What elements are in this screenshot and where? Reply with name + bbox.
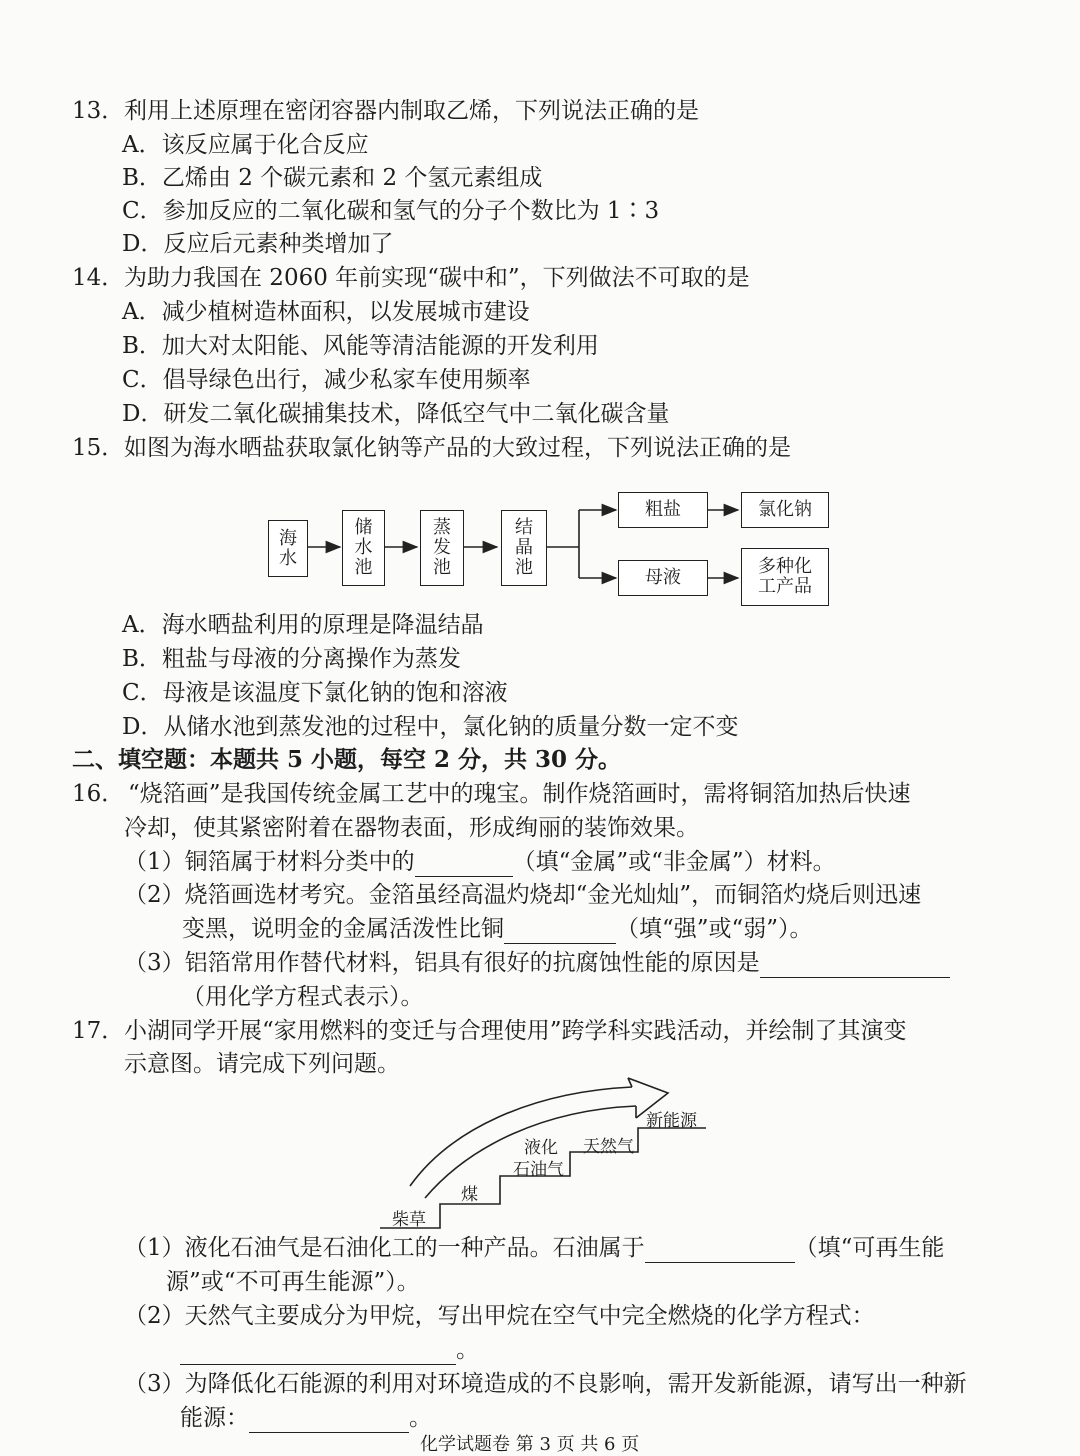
- q13-stem: 利用上述原理在密闭容器内制取乙烯，下列说法正确的是: [124, 98, 699, 124]
- q16-stem-line-2: 冷却，使其紧密附着在器物表面，形成绚丽的装饰效果。: [124, 815, 699, 841]
- q15-option-c: C．母液是该温度下氯化钠的饱和溶液: [122, 680, 508, 706]
- step-label-lpg-line-2: 石油气: [513, 1160, 564, 1180]
- q16-part-1: （1）铜箔属于材料分类中的 （填“金属”或“非金属”）材料。: [124, 849, 836, 875]
- step-label-natural-gas: 天然气: [583, 1137, 634, 1157]
- q16-part-2-line-1: （2）烧箔画选材考究。金箔虽经高温灼烧却“金光灿灿”，而铜箔灼烧后则迅速: [124, 882, 922, 908]
- q17-part-2-line-1: （2）天然气主要成分为甲烷，写出甲烷在空气中完全燃烧的化学方程式：: [124, 1303, 875, 1329]
- flow-box-chemical-products: 多种化工产品: [741, 548, 829, 606]
- q17-part-3-line-2: 能源： 。: [180, 1405, 432, 1431]
- q16-part-2-line-2: 变黑，说明金的金属活泼性比铜 （填“强”或“弱”）。: [182, 916, 813, 942]
- flow-box-sodium-chloride: 氯化钠: [741, 492, 829, 528]
- q16-part-3-line-2: （用化学方程式表示）。: [182, 984, 424, 1010]
- q13-option-c: C．参加反应的二氧化碳和氢气的分子个数比为 1∶3: [122, 198, 660, 224]
- q15-stem: 如图为海水晒盐获取氯化钠等产品的大致过程，下列说法正确的是: [124, 435, 791, 461]
- q15-number: 15．: [72, 435, 125, 461]
- q17-number: 17．: [72, 1018, 125, 1044]
- flow-box-mother-liquor: 母液: [618, 560, 708, 596]
- flow-box-evaporation-pool: 蒸发池: [420, 510, 464, 586]
- q13-number: 13．: [72, 98, 125, 124]
- section-2-heading: 二、填空题：本题共 5 小题，每空 2 分，共 30 分。: [72, 746, 622, 773]
- flow-box-storage-pool: 储水池: [342, 510, 385, 586]
- q14-stem: 为助力我国在 2060 年前实现“碳中和”，下列做法不可取的是: [124, 265, 750, 291]
- q13-option-b: B．乙烯由 2 个碳元素和 2 个氢元素组成: [122, 165, 543, 191]
- q15-option-d: D．从储水池到蒸发池的过程中，氯化钠的质量分数一定不变: [122, 714, 739, 740]
- q16-number: 16．: [72, 781, 125, 807]
- q17-part-2-line-2: 。: [180, 1335, 479, 1365]
- flow-box-crystallization-pool: 结晶池: [501, 510, 547, 586]
- q15-option-b: B．粗盐与母液的分离操作为蒸发: [122, 646, 461, 672]
- q14-option-b: B．加大对太阳能、风能等清洁能源的开发利用: [122, 333, 599, 359]
- q16-stem-1: “烧箔画”是我国传统金属工艺中的瑰宝。制作烧箔画时，需将铜箔加热后快速: [128, 781, 911, 807]
- q17-blank-2[interactable]: [180, 1342, 456, 1365]
- q17-stem-1: 小湖同学开展“家用燃料的变迁与合理使用”跨学科实践活动，并绘制了其演变: [124, 1018, 907, 1044]
- flow-box-crude-salt: 粗盐: [618, 492, 708, 528]
- q17-part-1-line-1: （1）液化石油气是石油化工的一种产品。石油属于 （填“可再生能: [124, 1235, 945, 1261]
- q17-blank-1[interactable]: [645, 1240, 795, 1263]
- page-footer: 化学试题卷 第 3 页 共 6 页: [420, 1434, 640, 1455]
- q14-option-a: A．减少植树造林面积，以发展城市建设: [122, 299, 530, 325]
- step-label-straw: 柴草: [392, 1210, 426, 1230]
- step-label-new-energy: 新能源: [646, 1111, 697, 1131]
- q13-option-d: D．反应后元素种类增加了: [122, 231, 394, 257]
- q17-part-3-line-1: （3）为降低化石能源的利用对环境造成的不良影响，需开发新能源，请写出一种新: [124, 1371, 967, 1397]
- q15-option-a: A．海水晒盐利用的原理是降温结晶: [122, 612, 484, 638]
- q13-option-a: A．该反应属于化合反应: [122, 132, 369, 158]
- step-label-coal: 煤: [461, 1185, 478, 1205]
- q14-option-c: C．倡导绿色出行，减少私家车使用频率: [122, 367, 531, 393]
- q17-stem-line-2: 示意图。请完成下列问题。: [124, 1051, 400, 1077]
- q14-number: 14．: [72, 265, 125, 291]
- step-label-lpg-line-1: 液化: [524, 1138, 558, 1158]
- flow-box-seawater: 海水: [268, 520, 308, 577]
- q14-option-d: D．研发二氧化碳捕集技术，降低空气中二氧化碳含量: [122, 401, 670, 427]
- q17-blank-3[interactable]: [249, 1410, 409, 1433]
- q16-part-3-line-1: （3）铝箔常用作替代材料，铝具有很好的抗腐蚀性能的原因是: [124, 948, 950, 978]
- q17-part-1-line-2: 源”或“不可再生能源”）。: [166, 1269, 420, 1295]
